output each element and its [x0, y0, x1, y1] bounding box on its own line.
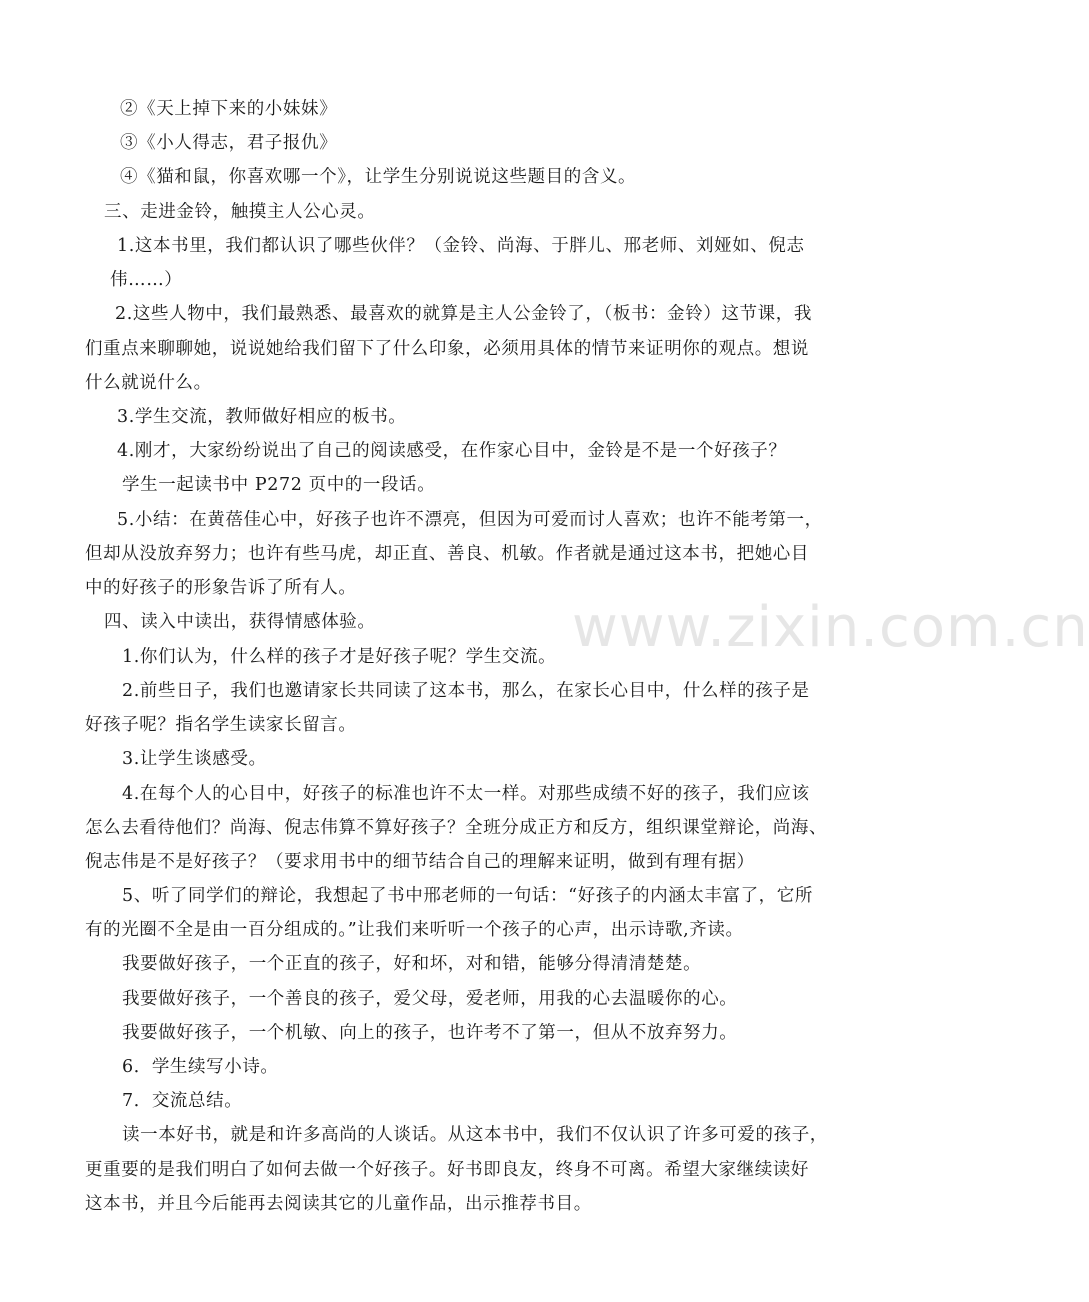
- text-line: 7．交流总结。: [122, 1091, 243, 1111]
- text-line: ④《猫和鼠，你喜欢哪一个》，让学生分别说说这些题目的含义。: [120, 167, 637, 187]
- section-heading: 三、走进金铃，触摸主人公心灵。: [104, 202, 376, 222]
- text-line: 什么就说什么。: [85, 373, 212, 393]
- text-line: 2.前些日子，我们也邀请家长共同读了这本书，那么，在家长心目中，什么样的孩子是: [122, 681, 810, 701]
- text-line: 倪志伟是不是好孩子？（要求用书中的细节结合自己的理解来证明，做到有理有据）: [85, 852, 755, 872]
- text-line: 1.这本书里，我们都认识了哪些伙伴？（金铃、尚海、于胖儿、邢老师、刘娅如、倪志: [117, 236, 805, 256]
- text-line: 6．学生续写小诗。: [122, 1057, 279, 1077]
- text-line: 3.学生交流，教师做好相应的板书。: [117, 407, 407, 427]
- poem-line: 我要做好孩子，一个正直的孩子，好和坏，对和错，能够分得清清楚楚。: [122, 954, 702, 974]
- text-line: 4.刚才，大家纷纷说出了自己的阅读感受，在作家心目中，金铃是不是一个好孩子？: [117, 441, 787, 461]
- text-line: 们重点来聊聊她，说说她给我们留下了什么印象，必须用具体的情节来证明你的观点。想说: [85, 339, 809, 359]
- text-line: 3.让学生谈感受。: [122, 749, 267, 769]
- text-line: 更重要的是我们明白了如何去做一个好孩子。好书即良友，终身不可离。希望大家继续读好: [85, 1160, 809, 1180]
- text-line: 中的好孩子的形象告诉了所有人。: [85, 578, 357, 598]
- text-line: 5、听了同学们的辩论，我想起了书中邢老师的一句话：“好孩子的内涵太丰富了，它所: [122, 886, 813, 906]
- watermark: www.zixin.com.cn: [572, 595, 1089, 660]
- poem-line: 我要做好孩子，一个善良的孩子，爱父母，爱老师，用我的心去温暖你的心。: [122, 989, 738, 1009]
- text-line: 这本书，并且今后能再去阅读其它的儿童作品，出示推荐书目。: [85, 1194, 592, 1214]
- text-line: 好孩子呢？指名学生读家长留言。: [85, 715, 357, 735]
- text-line: 伟……）: [110, 270, 183, 290]
- section-heading: 四、读入中读出，获得情感体验。: [104, 612, 376, 632]
- text-line: ②《天上掉下来的小妹妹》: [120, 99, 338, 119]
- text-line: 有的光圈不全是由一百分组成的。”让我们来听听一个孩子的心声，出示诗歌,齐读。: [85, 920, 744, 940]
- text-line: 学生一起读书中 P272 页中的一段话。: [122, 475, 436, 495]
- text-line: 1.你们认为，什么样的孩子才是好孩子呢？学生交流。: [122, 647, 557, 667]
- text-line: 2.这些人物中，我们最熟悉、最喜欢的就算是主人公金铃了，（板书：金铃）这节课，我: [115, 304, 812, 324]
- text-line: 4.在每个人的心目中，好孩子的标准也许不太一样。对那些成绩不好的孩子，我们应该: [122, 784, 810, 804]
- text-line: 读一本好书，就是和许多高尚的人谈话。从这本书中，我们不仅认识了许多可爱的孩子，: [122, 1125, 828, 1145]
- text-line: ③《小人得志，君子报仇》: [120, 133, 338, 153]
- text-line: 怎么去看待他们？尚海、倪志伟算不算好孩子？全班分成正方和反方，组织课堂辩论，尚海、: [85, 818, 828, 838]
- poem-line: 我要做好孩子，一个机敏、向上的孩子，也许考不了第一，但从不放弃努力。: [122, 1023, 738, 1043]
- text-line: 5.小结：在黄蓓佳心中，好孩子也许不漂亮，但因为可爱而讨人喜欢；也许不能考第一，: [117, 510, 823, 530]
- text-line: 但却从没放弃努力；也许有些马虎，却正直、善良、机敏。作者就是通过这本书，把她心目: [85, 544, 809, 564]
